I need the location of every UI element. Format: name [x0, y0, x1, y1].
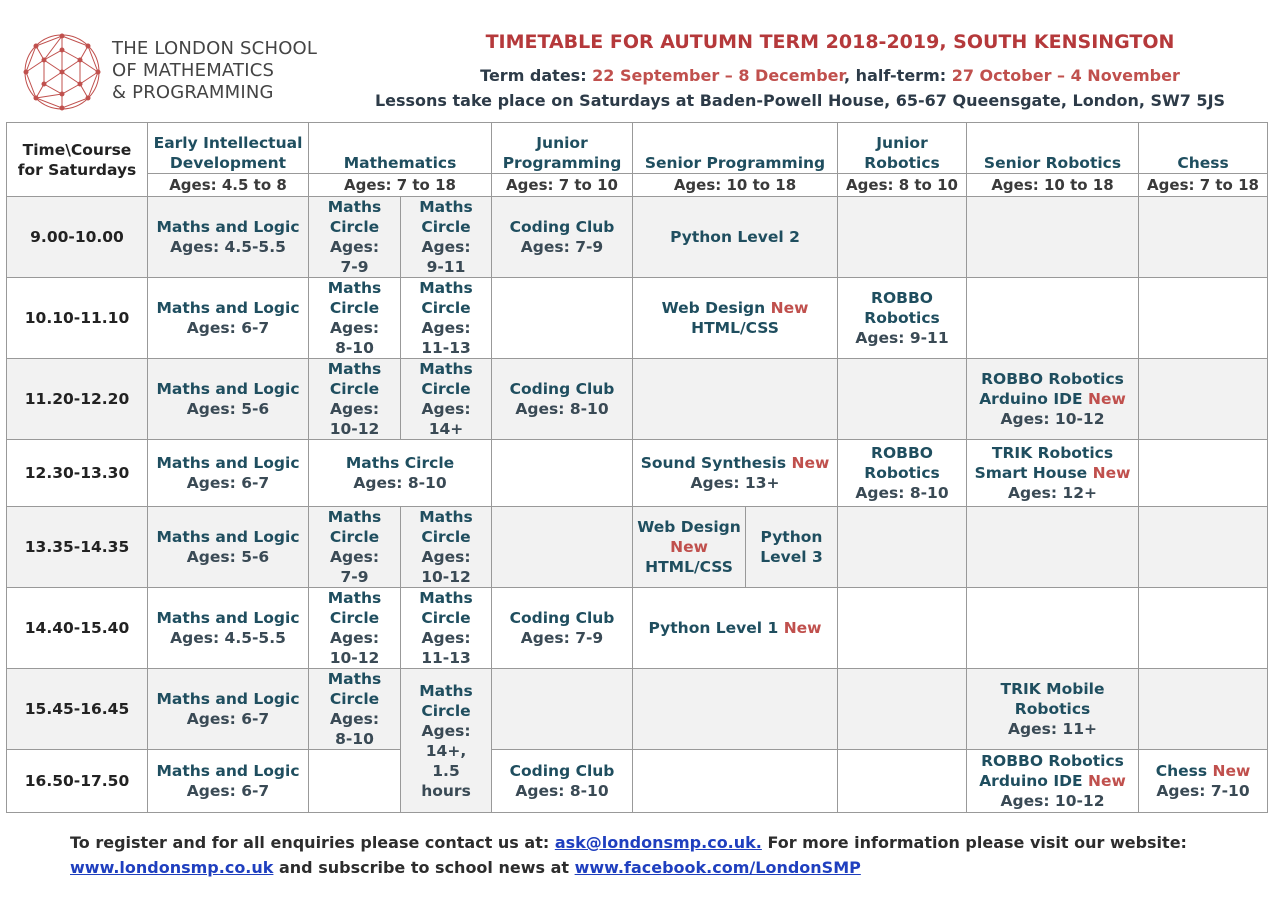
lesson-cell	[309, 359, 401, 440]
header-course	[838, 123, 967, 174]
lesson-ages: Ages:	[329, 629, 380, 647]
lesson-title: Circle	[421, 380, 471, 398]
footer-text: To register and for all enquiries please contact us at:	[70, 833, 555, 852]
lesson-ages: Ages:	[421, 319, 471, 337]
time-slot: 10.10-11.10	[7, 278, 148, 359]
lesson-title: Maths and Logic	[156, 454, 300, 472]
lesson-cell	[1139, 750, 1268, 813]
lesson-title: Maths	[419, 360, 473, 378]
lesson-cell	[838, 440, 967, 507]
lesson-title: Circle	[421, 701, 471, 720]
empty-cell	[838, 750, 967, 813]
empty-cell	[967, 197, 1139, 278]
course-name: Robotics	[864, 154, 940, 172]
empty-cell	[838, 507, 967, 588]
lesson-cell	[967, 750, 1139, 813]
course-ages: Ages: 7 to 10	[492, 174, 633, 197]
empty-cell	[1139, 197, 1268, 278]
new-badge: New	[783, 619, 822, 637]
term-range: 22 September – 8 December	[592, 66, 845, 85]
lesson-cell	[148, 197, 309, 278]
lesson-ages: Ages:	[329, 548, 380, 566]
lesson-title: ROBBO	[871, 289, 933, 307]
new-badge: New	[1212, 762, 1251, 780]
lesson-cell	[492, 359, 633, 440]
lesson-cell	[148, 440, 309, 507]
lesson-title: Maths	[327, 670, 382, 688]
lesson-title: Maths	[327, 198, 382, 216]
school-name-line: & PROGRAMMING	[112, 82, 274, 103]
lesson-title: TRIK Robotics	[991, 444, 1114, 462]
lesson-cell	[309, 588, 401, 669]
lesson-title: Maths Circle	[345, 454, 455, 472]
empty-cell	[1139, 588, 1268, 669]
timetable	[6, 122, 1268, 813]
lesson-title: Coding Club	[509, 762, 615, 780]
empty-cell	[1139, 669, 1268, 750]
lesson-cell	[633, 278, 838, 359]
footer-text: and subscribe to school news at	[273, 858, 575, 877]
lesson-cell	[309, 278, 401, 359]
table-row	[7, 507, 1268, 588]
lesson-cell	[148, 507, 309, 588]
empty-cell	[838, 588, 967, 669]
header-course	[309, 123, 492, 174]
term-dates	[330, 66, 1272, 85]
lesson-cell	[148, 588, 309, 669]
header-course	[148, 123, 309, 174]
empty-cell	[492, 440, 633, 507]
lesson-title: Smart House	[974, 464, 1088, 482]
lesson-cell	[967, 440, 1139, 507]
lesson-ages: Ages: 6-7	[186, 782, 270, 800]
table-row	[7, 197, 1268, 278]
course-ages: Ages: 7 to 18	[1139, 174, 1268, 197]
school-name-line: THE LONDON SCHOOL	[112, 38, 318, 59]
lesson-ages: Ages: 9-11	[855, 329, 949, 347]
lesson-title: Arduino IDE	[979, 390, 1083, 408]
lesson-ages: Ages: 8-10	[855, 484, 949, 502]
lesson-title: Maths and Logic	[156, 299, 300, 317]
school-logo-icon	[22, 32, 102, 112]
course-ages: Ages: 8 to 10	[838, 174, 967, 197]
lesson-ages: 8-10	[335, 339, 374, 357]
empty-cell	[1139, 507, 1268, 588]
footer-text: For more information please visit our website:	[761, 833, 1187, 852]
time-slot: 13.35-14.35	[7, 507, 148, 588]
lesson-ages: 7-9	[340, 258, 369, 276]
lesson-cell	[148, 750, 309, 813]
school-name-line: OF MATHEMATICS	[112, 60, 275, 81]
lesson-title: HTML/CSS	[645, 558, 733, 576]
lesson-title: Maths	[419, 681, 473, 700]
lesson-title: Web Design	[661, 299, 766, 317]
lesson-ages: Ages:	[329, 400, 380, 418]
empty-cell	[1139, 359, 1268, 440]
empty-cell	[1139, 278, 1268, 359]
lesson-cell	[401, 359, 492, 440]
lesson-cell	[401, 588, 492, 669]
course-name: Chess	[1177, 154, 1229, 172]
empty-cell	[1139, 440, 1268, 507]
lesson-ages: 14+	[428, 420, 464, 438]
course-name: Senior Robotics	[983, 154, 1122, 172]
lesson-ages: Ages: 12+	[1008, 484, 1097, 502]
lesson-title: Maths	[419, 589, 473, 607]
lesson-title: Maths	[327, 589, 382, 607]
lesson-ages: Ages: 4.5-5.5	[170, 629, 286, 647]
lesson-ages: 11-13	[421, 339, 471, 357]
lesson-title: Sound Synthesis	[640, 454, 787, 472]
page-title: TIMETABLE FOR AUTUMN TERM 2018-2019, SOUTH KENSINGTON	[485, 31, 1175, 53]
course-name: Mathematics	[343, 154, 457, 172]
header-course	[492, 123, 633, 174]
lesson-title: Maths	[327, 279, 382, 297]
empty-cell	[492, 507, 633, 588]
new-badge: New	[1087, 772, 1126, 790]
lesson-ages: Ages: 5-6	[186, 400, 270, 418]
halfterm-range: 27 October – 4 November	[951, 66, 1180, 85]
lesson-cell	[148, 278, 309, 359]
course-name: Development	[169, 154, 287, 172]
lesson-cell	[309, 440, 492, 507]
lesson-ages: Ages: 8-10	[353, 474, 447, 492]
header-course	[633, 123, 838, 174]
empty-cell	[492, 669, 633, 750]
lesson-cell	[309, 669, 401, 750]
lesson-title: Maths	[327, 360, 382, 378]
lesson-cell	[401, 507, 492, 588]
lesson-cell	[633, 197, 838, 278]
lesson-ages: Ages:	[329, 319, 380, 337]
lesson-title: Maths	[327, 508, 382, 526]
footer	[70, 830, 1187, 880]
course-name: Early Intellectual	[153, 134, 303, 152]
empty-cell	[838, 669, 967, 750]
lesson-cell	[492, 588, 633, 669]
lesson-cell	[633, 588, 838, 669]
lesson-ages: Ages:	[421, 400, 471, 418]
lesson-cell	[401, 278, 492, 359]
new-badge: New	[1087, 390, 1126, 408]
lesson-cell	[401, 669, 492, 813]
lesson-title: Python Level 1	[648, 619, 779, 637]
lesson-title: Robotics	[864, 464, 940, 482]
lesson-title: ROBBO	[871, 444, 933, 462]
lesson-title: Maths and Logic	[156, 609, 300, 627]
lesson-ages: Ages: 8-10	[515, 400, 609, 418]
lesson-cell	[633, 440, 838, 507]
empty-cell	[633, 359, 838, 440]
time-slot: 15.45-16.45	[7, 669, 148, 750]
empty-cell	[967, 278, 1139, 359]
lesson-title: Maths and Logic	[156, 690, 300, 708]
lesson-ages: 10-12	[421, 568, 471, 586]
lesson-ages: Ages: 4.5-5.5	[170, 238, 286, 256]
course-name: Programming	[502, 154, 622, 172]
course-ages: Ages: 10 to 18	[633, 174, 838, 197]
lesson-title: Maths and Logic	[156, 218, 300, 236]
header-course	[1139, 123, 1268, 174]
lesson-title: Python	[760, 528, 823, 546]
lesson-cell	[633, 507, 746, 588]
halfterm-label: , half-term:	[844, 66, 952, 85]
lesson-cell	[967, 359, 1139, 440]
lesson-ages: 14+,	[425, 741, 467, 760]
empty-cell	[838, 197, 967, 278]
lesson-title: Arduino IDE	[979, 772, 1083, 790]
website-link[interactable]: www.londonsmp.co.uk	[70, 858, 274, 877]
time-slot: 9.00-10.00	[7, 197, 148, 278]
lesson-title: Circle	[421, 609, 471, 627]
lesson-ages: Ages: 8-10	[515, 782, 609, 800]
lesson-cell	[838, 278, 967, 359]
lesson-ages: Ages:	[421, 721, 471, 740]
lesson-cell	[401, 197, 492, 278]
empty-cell	[633, 750, 838, 813]
lesson-cell	[309, 507, 401, 588]
lesson-title: TRIK Mobile	[1000, 680, 1105, 698]
lesson-title: Coding Club	[509, 609, 615, 627]
lesson-ages: 9-11	[426, 258, 466, 276]
lesson-title: Circle	[421, 528, 471, 546]
empty-cell	[967, 507, 1139, 588]
lesson-ages: Ages:	[421, 548, 471, 566]
lesson-ages: 8-10	[335, 730, 374, 748]
lesson-title: Maths and Logic	[156, 762, 300, 780]
lesson-ages: Ages: 6-7	[186, 474, 270, 492]
new-badge: New	[1092, 464, 1131, 482]
empty-cell	[492, 278, 633, 359]
table-row	[7, 440, 1268, 507]
lesson-title: Python Level 2	[670, 228, 800, 246]
header-time-course-line: for Saturdays	[17, 160, 137, 179]
lesson-ages: Ages: 6-7	[186, 710, 270, 728]
course-ages: Ages: 10 to 18	[967, 174, 1139, 197]
table-row	[7, 750, 1268, 813]
lesson-title: Coding Club	[509, 380, 615, 398]
lesson-ages: Ages: 10-12	[1000, 792, 1105, 810]
lesson-ages: Ages: 10-12	[1000, 410, 1105, 428]
course-name: Junior	[876, 134, 928, 152]
course-ages: Ages: 7 to 18	[309, 174, 492, 197]
empty-cell	[309, 750, 401, 813]
table-row	[7, 278, 1268, 359]
term-dates-label: Term dates:	[480, 66, 593, 85]
lesson-ages: hours	[421, 781, 471, 800]
lesson-cell	[967, 669, 1139, 750]
lesson-ages: Ages: 7-9	[520, 629, 604, 647]
lesson-title: Robotics	[1014, 700, 1091, 718]
header-course	[967, 123, 1139, 174]
course-name: Senior Programming	[644, 154, 826, 172]
table-row	[7, 669, 1268, 750]
lesson-title: Circle	[329, 380, 380, 398]
time-slot: 11.20-12.20	[7, 359, 148, 440]
header-time-course	[7, 123, 148, 197]
lesson-ages: 11-13	[421, 649, 471, 667]
time-slot: 16.50-17.50	[7, 750, 148, 813]
table-row	[7, 588, 1268, 669]
new-badge: New	[670, 538, 708, 556]
lesson-title: ROBBO Robotics	[981, 370, 1124, 388]
lesson-cell	[309, 197, 401, 278]
empty-cell	[633, 669, 838, 750]
lesson-ages: 10-12	[329, 420, 380, 438]
lesson-title: Circle	[329, 528, 380, 546]
lesson-ages: Ages: 11+	[1008, 720, 1097, 738]
lesson-ages: Ages:	[329, 710, 380, 728]
lesson-title: Robotics	[864, 309, 940, 327]
course-name: Junior	[536, 134, 588, 152]
lesson-cell	[148, 669, 309, 750]
email-link[interactable]: ask@londonsmp.co.uk.	[554, 833, 762, 852]
lesson-title: Coding Club	[509, 218, 615, 236]
lesson-title: Circle	[329, 609, 380, 627]
table-row	[7, 359, 1268, 440]
header-time-course-line: Time\Course	[22, 140, 132, 159]
course-ages: Ages: 4.5 to 8	[148, 174, 309, 197]
lesson-cell	[492, 750, 633, 813]
lesson-title: Maths	[419, 279, 473, 297]
new-badge: New	[791, 454, 830, 472]
lesson-ages: 10-12	[329, 649, 380, 667]
lesson-ages: Ages:	[329, 238, 380, 256]
lesson-title: Chess	[1155, 762, 1208, 780]
lesson-title: Maths and Logic	[156, 380, 300, 398]
lesson-ages: Ages: 13+	[690, 474, 780, 492]
lesson-cell	[746, 507, 838, 588]
lesson-title: Level 3	[760, 548, 823, 566]
time-slot: 12.30-13.30	[7, 440, 148, 507]
lesson-title: Circle	[421, 299, 471, 317]
empty-cell	[967, 588, 1139, 669]
lesson-ages: Ages: 7-10	[1156, 782, 1250, 800]
lesson-title: Maths	[419, 508, 473, 526]
footer-line	[70, 855, 1187, 880]
lesson-cell	[492, 197, 633, 278]
lesson-ages: Ages: 5-6	[186, 548, 270, 566]
lesson-title: ROBBO Robotics	[981, 752, 1124, 770]
lesson-title: Maths	[419, 198, 473, 216]
school-name	[112, 38, 317, 104]
new-badge: New	[770, 299, 809, 317]
lesson-ages: Ages:	[421, 238, 471, 256]
time-slot: 14.40-15.40	[7, 588, 148, 669]
lesson-title: Maths and Logic	[156, 528, 300, 546]
lesson-ages: Ages:	[421, 629, 471, 647]
lesson-title: Circle	[329, 299, 380, 317]
lesson-title: Circle	[421, 218, 471, 236]
venue-line: Lessons take place on Saturdays at Baden-Powell House, 65-67 Queensgate, London, SW7 5JS	[374, 91, 1226, 110]
lesson-ages: Ages: 7-9	[520, 238, 604, 256]
lesson-title: HTML/CSS	[691, 319, 779, 337]
footer-line	[70, 830, 1187, 855]
lesson-ages: 1.5	[432, 761, 460, 780]
empty-cell	[838, 359, 967, 440]
lesson-ages: Ages: 6-7	[186, 319, 270, 337]
lesson-ages: 7-9	[340, 568, 369, 586]
lesson-title: Circle	[329, 218, 380, 236]
lesson-title: Web Design	[637, 518, 741, 536]
facebook-link[interactable]: www.facebook.com/LondonSMP	[574, 858, 861, 877]
lesson-cell	[148, 359, 309, 440]
lesson-title: Circle	[329, 690, 380, 708]
